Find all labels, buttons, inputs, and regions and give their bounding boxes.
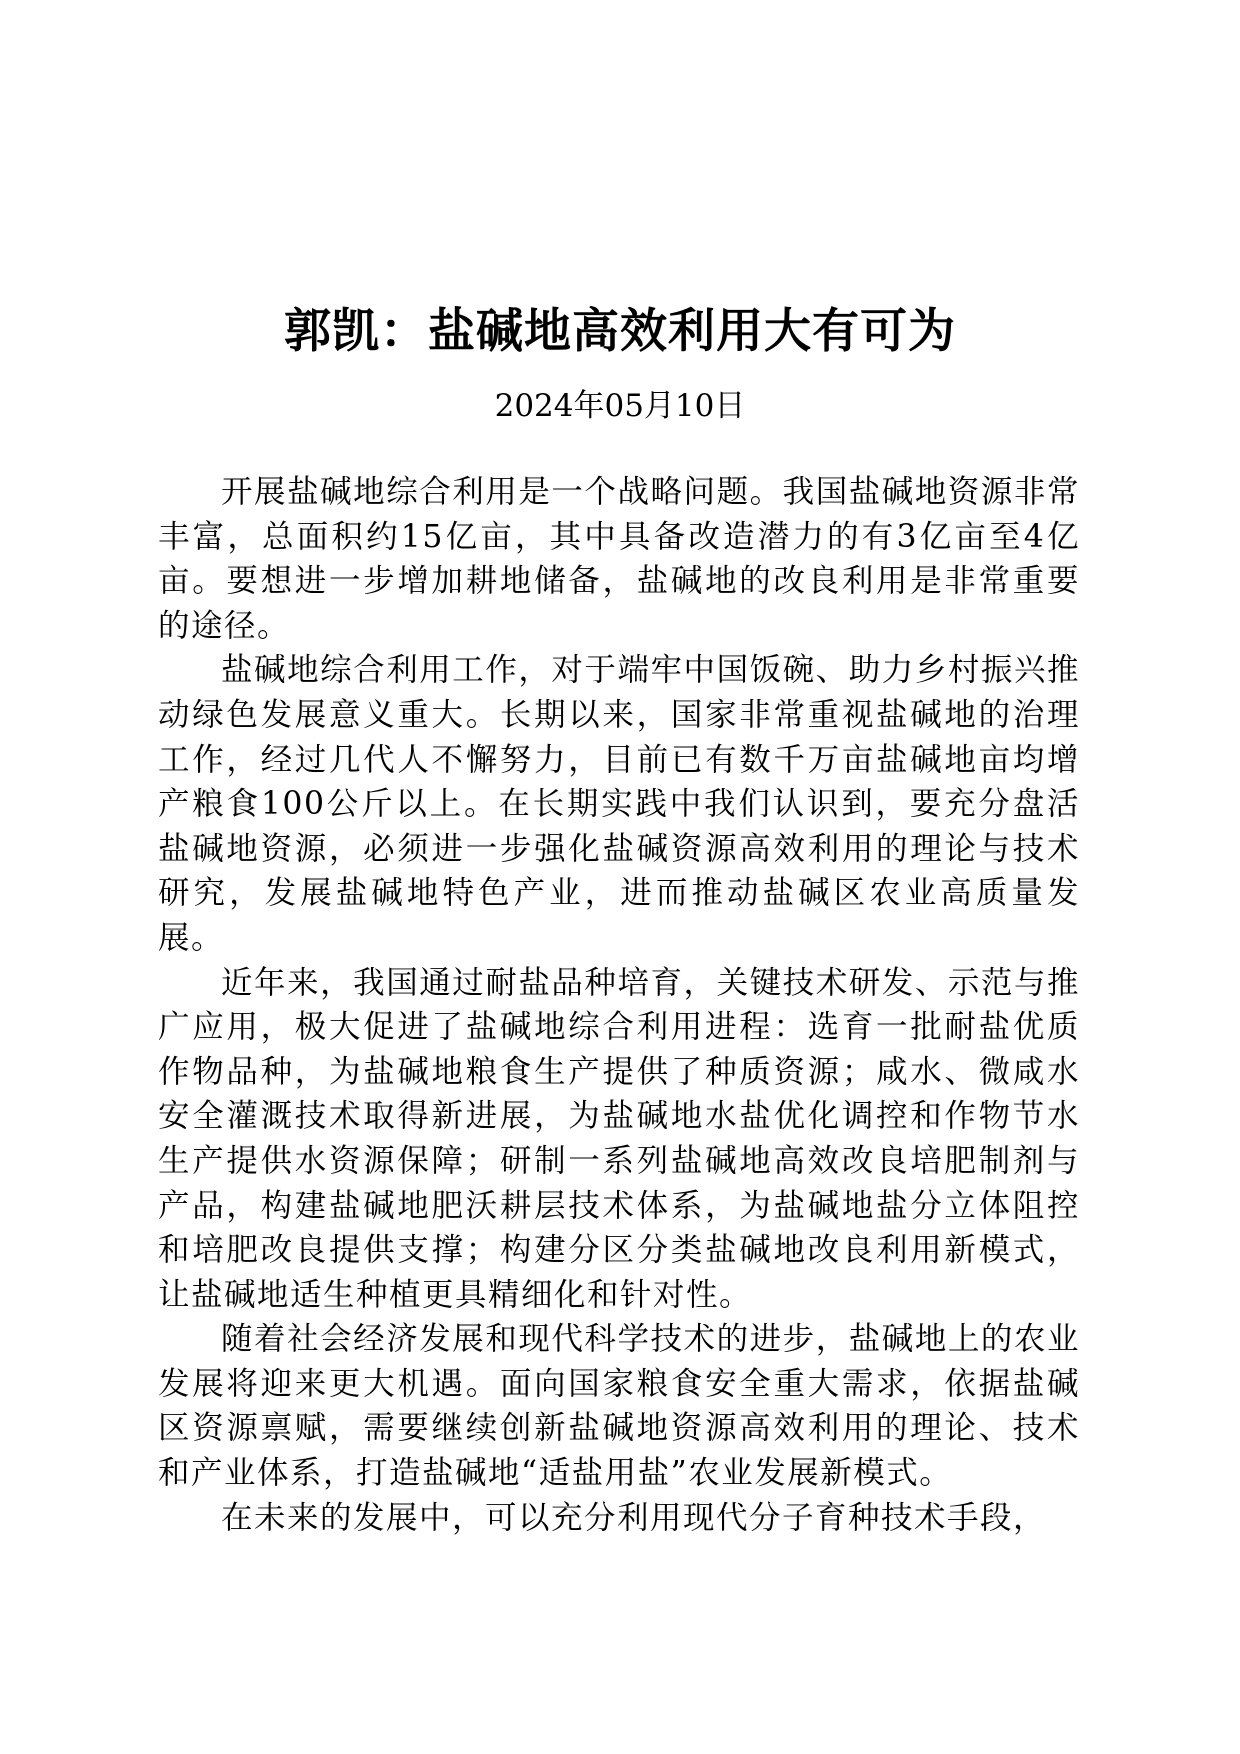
paragraph-5: 在未来的发展中，可以充分利用现代分子育种技术手段，	[221, 1499, 1047, 1536]
article-body	[158, 470, 1080, 1540]
article-title: 郭凯：盐碱地高效利用大有可为	[284, 304, 956, 359]
article-date: 2024年05月10日	[494, 388, 746, 424]
paragraph-2: 盐碱地综合利用工作，对于端牢中国饭碗、助力乡村振兴推动绿色发展意义重大。长期以来，国家非常重视盐碱地的治理工作，经过几代人不懈努力，目前已有数千万亩盐碱地亩均增产粮食100公斤以上。在长期实践中我们认识到，要充分盘活盐碱地资源，必须进一步强化盐碱资源高效利用的理论与技术研究，发展盐碱地特色产业，进而推动盐碱区农业高质量发展。	[158, 652, 1080, 956]
paragraph-4: 随着社会经济发展和现代科学技术的进步，盐碱地上的农业发展将迎来更大机遇。面向国家粮食安全重大需求，依据盐碱区资源禀赋，需要继续创新盐碱地资源高效利用的理论、技术和产业体系，打造盐碱地“适盐用盐”农业发展新模式。	[158, 1321, 1080, 1492]
paragraph-3: 近年来，我国通过耐盐品种培育，关键技术研发、示范与推广应用，极大促进了盐碱地综合利用进程：选育一批耐盐优质作物品种，为盐碱地粮食生产提供了种质资源；咸水、微咸水安全灌溉技术取得新进展，为盐碱地水盐优化调控和作物节水生产提供水资源保障；研制一系列盐碱地高效改良培肥制剂与产品，构建盐碱地肥沃耕层技术体系，为盐碱地盐分立体阻控和培肥改良提供支撑；构建分区分类盐碱地改良利用新模式，让盐碱地适生种植更具精细化和针对性。	[158, 964, 1080, 1313]
paragraph-1: 开展盐碱地综合利用是一个战略问题。我国盐碱地资源非常丰富，总面积约15亿亩，其中具备改造潜力的有3亿亩至4亿亩。要想进一步增加耕地储备，盐碱地的改良利用是非常重要的途径。	[158, 474, 1080, 644]
